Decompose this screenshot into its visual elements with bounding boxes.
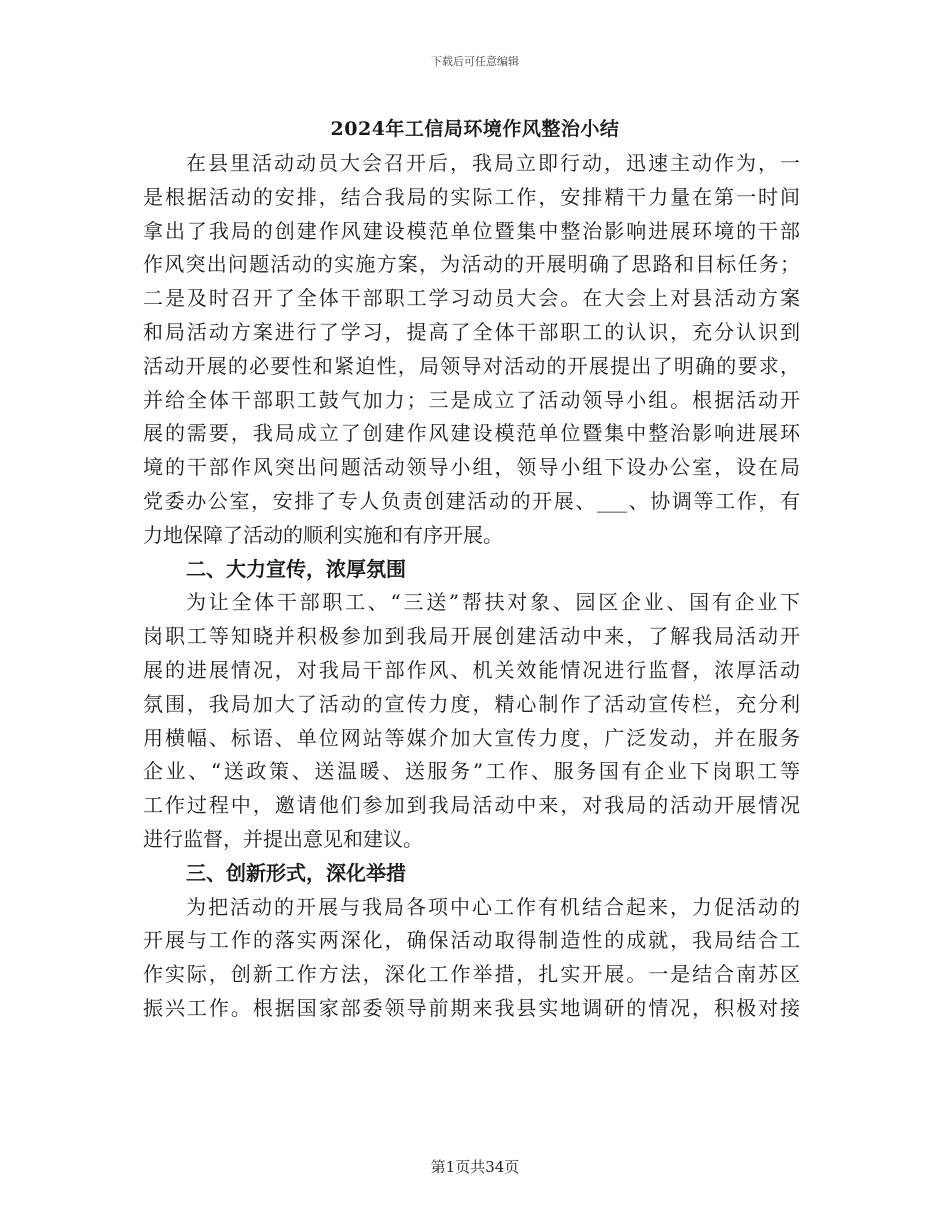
body-line: 展的需要，我局成立了创建作风建设模范单位暨集中整治影响进展环 xyxy=(143,421,800,446)
body-line: 振兴工作。根据国家部委领导前期来我县实地调研的情况，积极对接 xyxy=(143,995,800,1020)
body-line: 用横幅、标语、单位网站等媒介加大宣传力度，广泛发动，并在服务 xyxy=(143,725,800,750)
section-heading: 三、创新形式，深化举措 xyxy=(186,860,406,885)
body-line: 开展与工作的落实两深化，确保活动取得制造性的成就，我局结合工 xyxy=(143,928,800,953)
page-header-note: 下载后可任意编辑 xyxy=(431,55,519,68)
body-line: 企业、“送政策、送温暖、送服务”工作、服务国有企业下岗职工等 xyxy=(143,759,800,784)
body-line: 力地保障了活动的顺利实施和有序开展。 xyxy=(143,522,503,547)
body-line: 氛围，我局加大了活动的宣传力度，精心制作了活动宣传栏，充分利 xyxy=(143,691,800,716)
body-line: 岗职工等知晓并积极参加到我局开展创建活动中来，了解我局活动开 xyxy=(143,624,800,649)
body-line: 二是及时召开了全体干部职工学习动员大会。在大会上对县活动方案 xyxy=(143,286,800,311)
section-heading: 二、大力宣传，浓厚氛围 xyxy=(186,556,406,581)
document-body xyxy=(143,147,800,1026)
body-line: 拿出了我局的创建作风建设模范单位暨集中整治影响进展环境的干部 xyxy=(143,218,800,243)
body-line: 活动开展的必要性和紧迫性，局领导对活动的开展提出了明确的要求， xyxy=(143,353,800,378)
body-line: 并给全体干部职工鼓气加力；三是成立了活动领导小组。根据活动开 xyxy=(143,387,800,412)
body-line: 境的干部作风突出问题活动领导小组，领导小组下设办公室，设在局 xyxy=(143,455,800,480)
body-line: 作风突出问题活动的实施方案，为活动的开展明确了思路和目标任务； xyxy=(143,252,800,277)
body-line: 进行监督，并提出意见和建议。 xyxy=(143,826,423,851)
page-number-footer: 第1页共34页 xyxy=(430,1158,520,1176)
body-line: 和局活动方案进行了学习，提高了全体干部职工的认识，充分认识到 xyxy=(143,319,800,344)
body-line: 作实际，创新工作方法，深化工作举措，扎实开展。一是结合南苏区 xyxy=(143,962,800,987)
body-line: 为让全体干部职工、“三送”帮扶对象、园区企业、国有企业下 xyxy=(186,590,800,615)
body-line: 展的进展情况，对我局干部作风、机关效能情况进行监督，浓厚活动 xyxy=(143,657,800,682)
body-line: 工作过程中，邀请他们参加到我局活动中来，对我局的活动开展情况 xyxy=(143,793,800,818)
document-title: 2024年工信局环境作风整治小结 xyxy=(330,118,620,140)
body-line: 为把活动的开展与我局各项中心工作有机结合起来，力促活动的 xyxy=(186,894,800,919)
body-line: 党委办公室，安排了专人负责创建活动的开展、___、协调等工作，有 xyxy=(143,488,800,513)
body-line: 是根据活动的安排，结合我局的实际工作，安排精干力量在第一时间 xyxy=(143,184,800,209)
body-line: 在县里活动动员大会召开后，我局立即行动，迅速主动作为，一 xyxy=(186,151,800,175)
